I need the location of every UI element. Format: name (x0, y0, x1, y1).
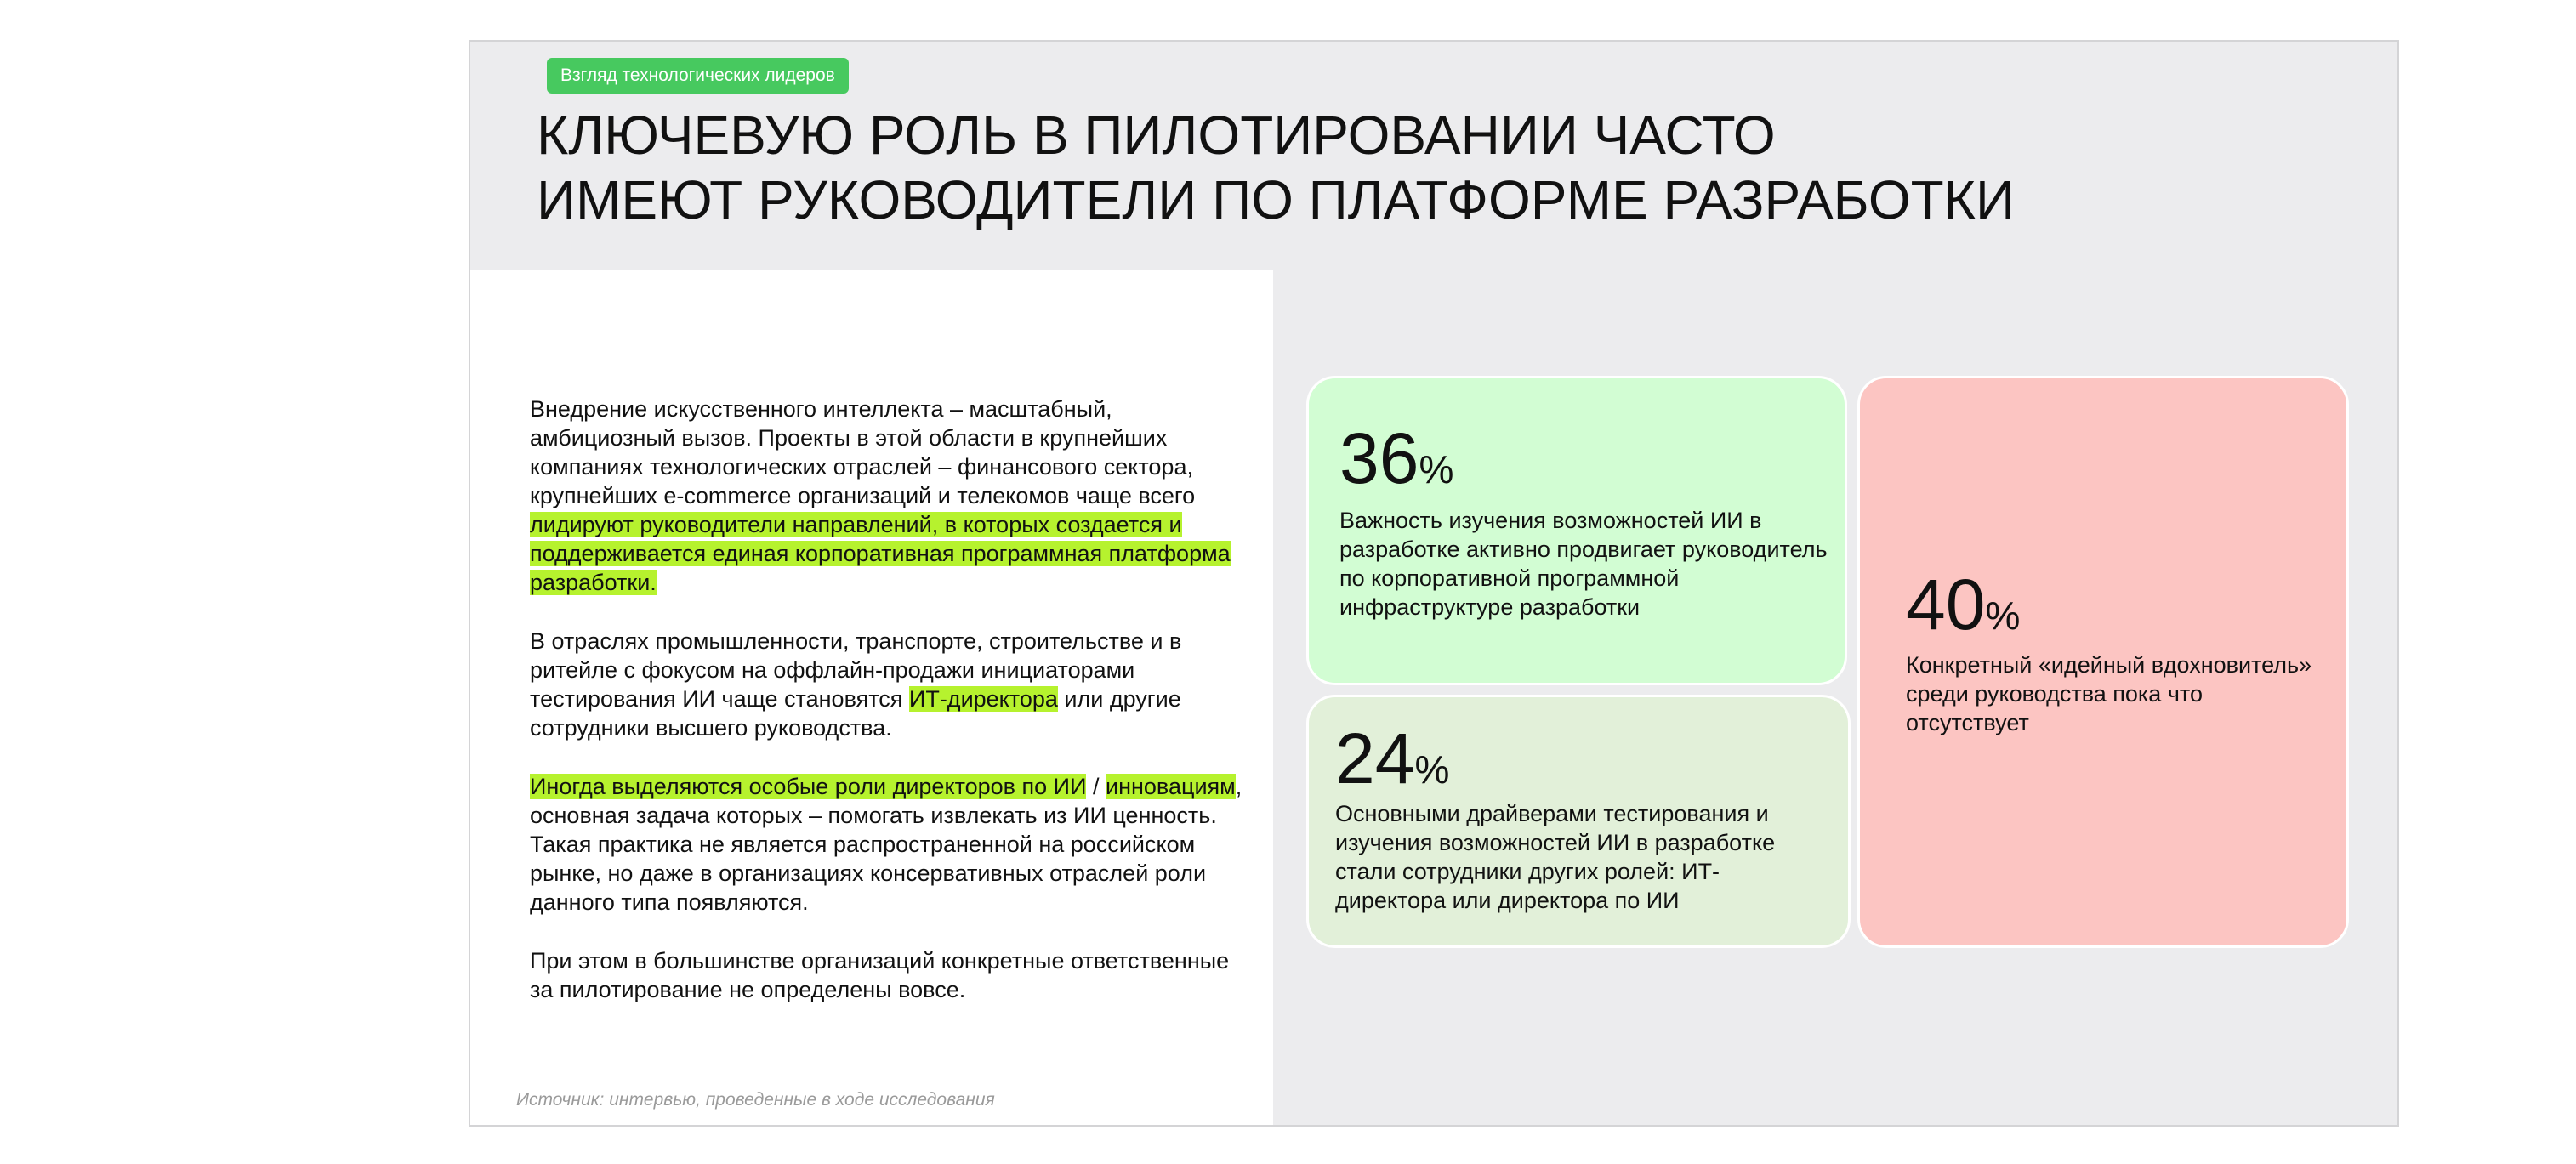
stat-unit: % (1419, 447, 1454, 491)
page-title (537, 103, 2365, 232)
paragraph-3-slash: / (1086, 774, 1106, 799)
stat-unit: % (1414, 747, 1450, 792)
stat-description: Конкретный «идейный вдохновитель» среди руководства пока что отсутствует (1906, 652, 2312, 735)
paragraph-4: При этом в большинстве организаций конкретные ответственные за пилотирование не определены вовсе. (530, 948, 1230, 1002)
stat-card-36 (1306, 376, 1847, 685)
title-line-2: ИМЕЮТ РУКОВОДИТЕЛИ ПО ПЛАТФОРМЕ РАЗРАБОТКИ (537, 169, 2016, 230)
stat-description: Основными драйверами тестирования и изучения возможностей ИИ в разработке стали сотрудники других ролей: ИТ-директора или директора по ИИ (1335, 801, 1776, 913)
stat-value (1339, 418, 1454, 498)
stat-card-40 (1857, 376, 2349, 948)
slide (469, 40, 2399, 1127)
stat-value (1906, 565, 2021, 644)
paragraph-3-text: , основная задача которых – помогать извлекать из ИИ ценность. Такая практика не является распространенной на российском рынке, но даже в организациях консервативных отраслей роли данного типа появляются. (530, 774, 1243, 915)
paragraph-1 (530, 395, 1253, 597)
category-tag: Взгляд технологических лидеров (547, 58, 849, 94)
paragraph-2 (530, 627, 1253, 742)
source-note: Источник: интервью, проведенные в ходе исследования (516, 1090, 995, 1110)
stat-card-24 (1306, 695, 1851, 948)
stat-number: 36 (1339, 418, 1419, 498)
text-panel (470, 270, 1273, 1127)
paragraph-2-text: В отраслях промышленности, транспорте, строительстве и в ритейле с фокусом на оффлайн-продажи инициаторами тестирования ИИ чаще становятся (530, 628, 1182, 712)
paragraph-1-highlight: лидируют руководители направлений, в которых создается и поддерживается единая корпоративная программная платформа разработки. (530, 512, 1231, 595)
paragraph-2-text-end: или другие сотрудники высшего руководства. (530, 686, 1181, 741)
stat-value (1335, 718, 1450, 798)
paragraph-1-text: Внедрение искусственного интеллекта – масштабный, амбициозный вызов. Проекты в этой области в крупнейших компаниях технологических отраслей – финансового сектора, крупнейших e-commerce организаций и телекомов чаще всего (530, 396, 1196, 508)
title-line-1: КЛЮЧЕВУЮ РОЛЬ В ПИЛОТИРОВАНИИ ЧАСТО (537, 105, 1776, 166)
paragraph-2-highlight: ИТ-директора (908, 686, 1058, 712)
stat-unit: % (1985, 593, 2021, 638)
stat-number: 40 (1906, 565, 1986, 644)
paragraph-3-highlight: Иногда выделяются особые роли директоров по ИИ (530, 774, 1087, 799)
stat-number: 24 (1335, 718, 1415, 798)
body-text (530, 395, 1253, 1034)
paragraph-3-highlight-b: инновациям (1106, 774, 1236, 799)
stat-description: Важность изучения возможностей ИИ в разработке активно продвигает руководитель по корпоративной программной инфраструктуре разработки (1339, 508, 1828, 620)
paragraph-3 (530, 772, 1253, 917)
